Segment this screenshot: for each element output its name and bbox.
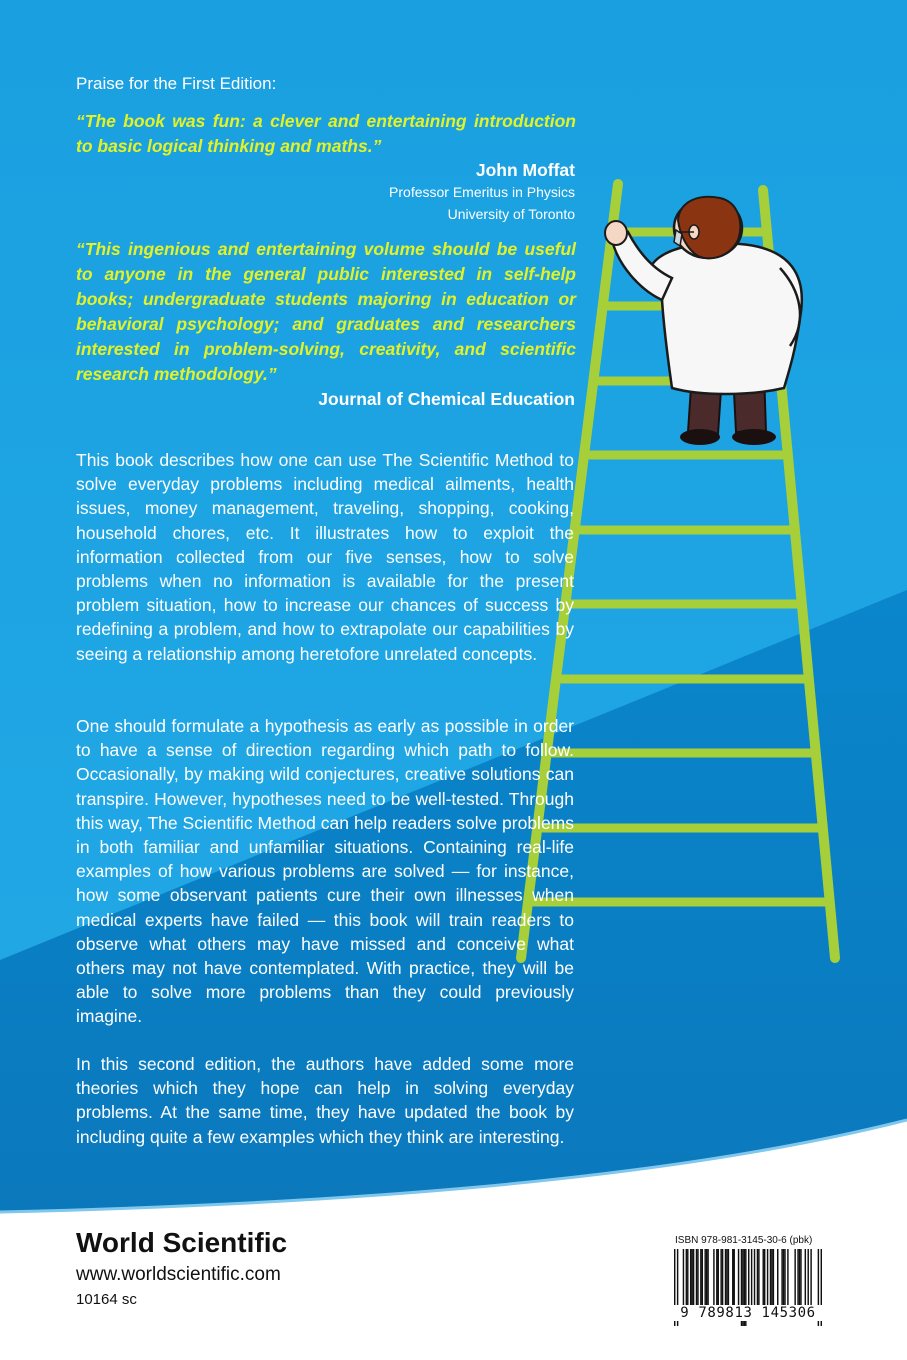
praise-heading: Praise for the First Edition: xyxy=(76,74,277,93)
reviewer-name-2: Journal of Chemical Education xyxy=(318,389,575,409)
barcode xyxy=(671,1247,825,1338)
product-code: 10164 sc xyxy=(76,1291,137,1308)
review-quote-1: “The book was fun: a clever and entertaining introduction to basic logical thinking and maths.” xyxy=(76,111,576,156)
publisher-url: www.worldscientific.com xyxy=(76,1264,281,1285)
description-paragraph-1: This book describes how one can use The Scientific Method to solve everyday problems including medical ailments, health issues, money management, traveling, shopping, cooking, household chores, etc. It illustrates how to exploit the information collected from our five senses, how to solve problems when no information is available for the present problem situation, how to increase our chances of success by redefining a problem, and how to extrapolate our capabilities by seeing a relationship among heretofore unrelated concepts. xyxy=(76,450,574,664)
reviewer-name-1: John Moffat xyxy=(475,160,575,180)
reviewer-org-1: University of Toronto xyxy=(447,206,575,222)
review-quote-2: “This ingenious and entertaining volume should be useful to anyone in the general public interested in self-help books; undergraduate students majoring in education or behavioral psychology; and graduates and researchers interested in problem-solving, creativity, and scientific research methodology.” xyxy=(76,239,576,384)
barcode-digits: 9 789813 145306 xyxy=(672,1305,824,1321)
publisher-name: World Scientific xyxy=(76,1227,288,1258)
description-paragraph-3: In this second edition, the authors have added some more theories which they hope can help in solving everyday problems. At the same time, they have updated the book by including quite a few examples which they think are interesting. xyxy=(76,1054,574,1147)
description-paragraph-2: One should formulate a hypothesis as early as possible in order to have a sense of direction regarding which path to follow. Occasionally, by making wild conjectures, creative solutions can transpire. However, hypotheses need to be well-tested. Through this way, The Scientific Method can help readers solve problems in both familiar and unfamiliar situations. Containing real-life examples of how various problems are solved — for instance, how some observant patients cure their own illnesses when medical experts have failed — this book will train readers to observe what others may have missed and conceive what others may not have contemplated. With practice, they will be able to solve more problems than they could previously imagine. xyxy=(76,716,574,1027)
isbn-label: ISBN 978-981-3145-30-6 (pbk) xyxy=(675,1235,813,1246)
reviewer-title-1: Professor Emeritus in Physics xyxy=(389,184,575,200)
